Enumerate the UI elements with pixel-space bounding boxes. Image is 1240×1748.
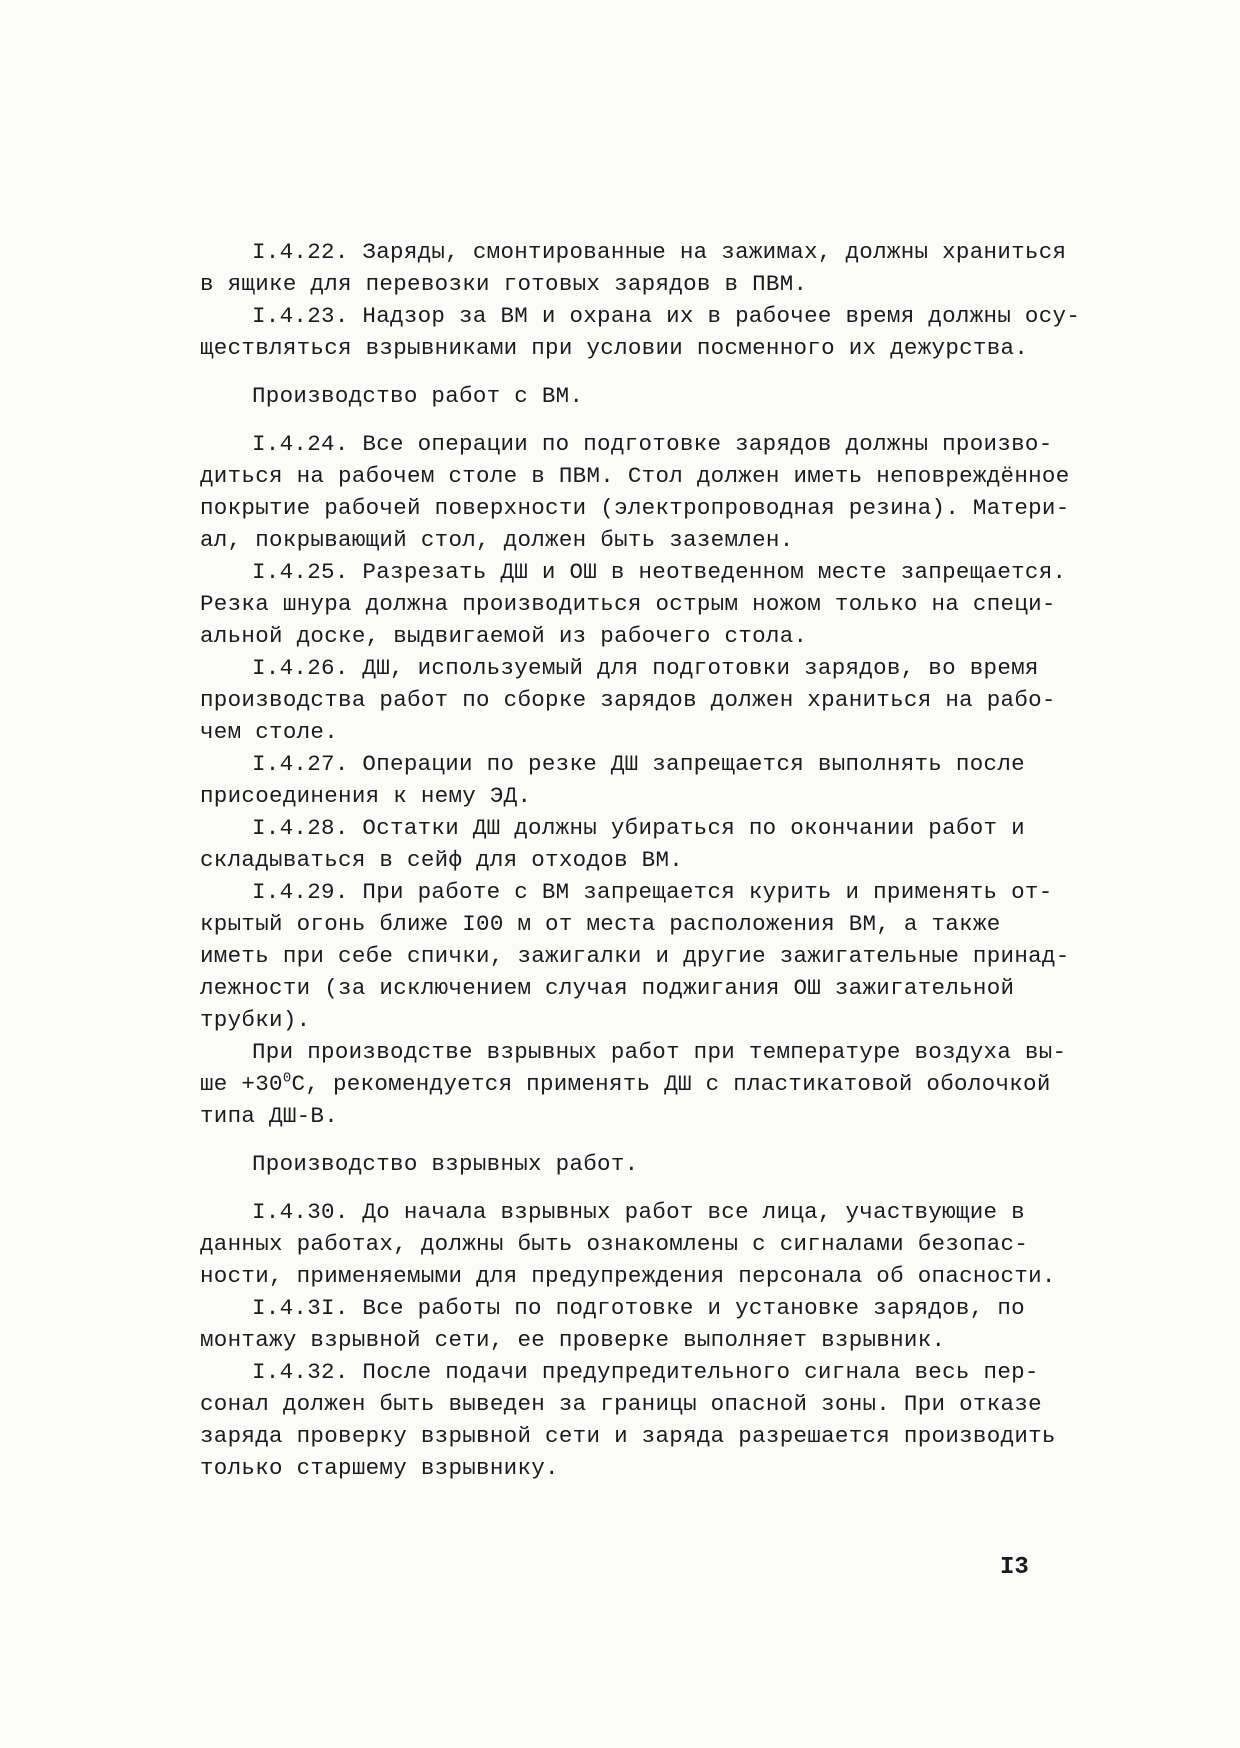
text-line: производства работ по сборке зарядов должен храниться на рабо- bbox=[200, 687, 1056, 713]
text-line: монтажу взрывной сети, ее проверке выполняет взрывник. bbox=[200, 1327, 946, 1353]
text-line: I.4.23. Надзор за ВМ и охрана их в рабочее время должны осу- bbox=[252, 303, 1081, 329]
text-line: лежности (за исключением случая поджигания ОШ зажигательной bbox=[200, 975, 1015, 1001]
temp-text-before: ше +30 bbox=[200, 1071, 283, 1097]
degree-superscript: 0 bbox=[282, 1070, 292, 1087]
text-line: I.4.26. ДШ, используемый для подготовки зарядов, во время bbox=[252, 655, 1039, 681]
text-line: диться на рабочем столе в ПВМ. Стол должен иметь неповреждённое bbox=[200, 463, 1070, 489]
text-line: складываться в сейф для отходов ВМ. bbox=[200, 847, 684, 873]
text-line: I.4.30. До начала взрывных работ все лица, участвующие в bbox=[252, 1199, 1025, 1225]
document-body bbox=[200, 236, 1080, 1484]
text-line: заряда проверку взрывной сети и заряда разрешается производить bbox=[200, 1423, 1056, 1449]
text-line: присоединения к нему ЭД. bbox=[200, 783, 532, 809]
text-line: ществляться взрывниками при условии посменного их дежурства. bbox=[200, 335, 1029, 361]
text-line-temperature bbox=[200, 1068, 1080, 1100]
text-line: типа ДШ-В. bbox=[200, 1103, 339, 1129]
text-line: крытый огонь ближе I00 м от места расположения ВМ, а также bbox=[200, 911, 1001, 937]
text-line: данных работах, должны быть ознакомлены с сигналами безопас- bbox=[200, 1231, 1029, 1257]
text-line: чем столе. bbox=[200, 719, 339, 745]
text-line: только старшему взрывнику. bbox=[200, 1455, 559, 1481]
temp-text-after: С, рекомендуется применять ДШ с пластикатовой оболочкой bbox=[291, 1071, 1051, 1097]
text-line: I.4.29. При работе с ВМ запрещается курить и применять от- bbox=[252, 879, 1053, 905]
text-line: I.4.32. После подачи предупредительного сигнала весь пер- bbox=[252, 1359, 1039, 1385]
text-line: I.4.24. Все операции по подготовке зарядов должны произво- bbox=[252, 431, 1053, 457]
text-line: иметь при себе спички, зажигалки и другие зажигательные принад- bbox=[200, 943, 1070, 969]
text-line: При производстве взрывных работ при температуре воздуха вы- bbox=[252, 1039, 1067, 1065]
page-number: I3 bbox=[1000, 1554, 1029, 1581]
text-line: альной доске, выдвигаемой из рабочего стола. bbox=[200, 623, 808, 649]
text-line: в ящике для перевозки готовых зарядов в ПВМ. bbox=[200, 271, 808, 297]
text-line: I.4.22. Заряды, смонтированные на зажимах, должны храниться bbox=[252, 239, 1067, 265]
section-heading: Производство взрывных работ. bbox=[252, 1151, 639, 1177]
text-line: Резка шнура должна производиться острым ножом только на специ- bbox=[200, 591, 1056, 617]
text-line: I.4.3I. Все работы по подготовке и установке зарядов, по bbox=[252, 1295, 1025, 1321]
text-line: ности, применяемыми для предупреждения персонала об опасности. bbox=[200, 1263, 1056, 1289]
text-line: I.4.28. Остатки ДШ должны убираться по окончании работ и bbox=[252, 815, 1025, 841]
section-heading: Производство работ с ВМ. bbox=[252, 383, 584, 409]
text-line: I.4.27. Операции по резке ДШ запрещается выполнять после bbox=[252, 751, 1025, 777]
text-line: трубки). bbox=[200, 1007, 311, 1033]
text-line: I.4.25. Разрезать ДШ и ОШ в неотведенном месте запрещается. bbox=[252, 559, 1067, 585]
text-line: ал, покрывающий стол, должен быть заземлен. bbox=[200, 527, 794, 553]
text-line: сонал должен быть выведен за границы опасной зоны. При отказе bbox=[200, 1391, 1042, 1417]
text-line: покрытие рабочей поверхности (электропроводная резина). Матери- bbox=[200, 495, 1070, 521]
